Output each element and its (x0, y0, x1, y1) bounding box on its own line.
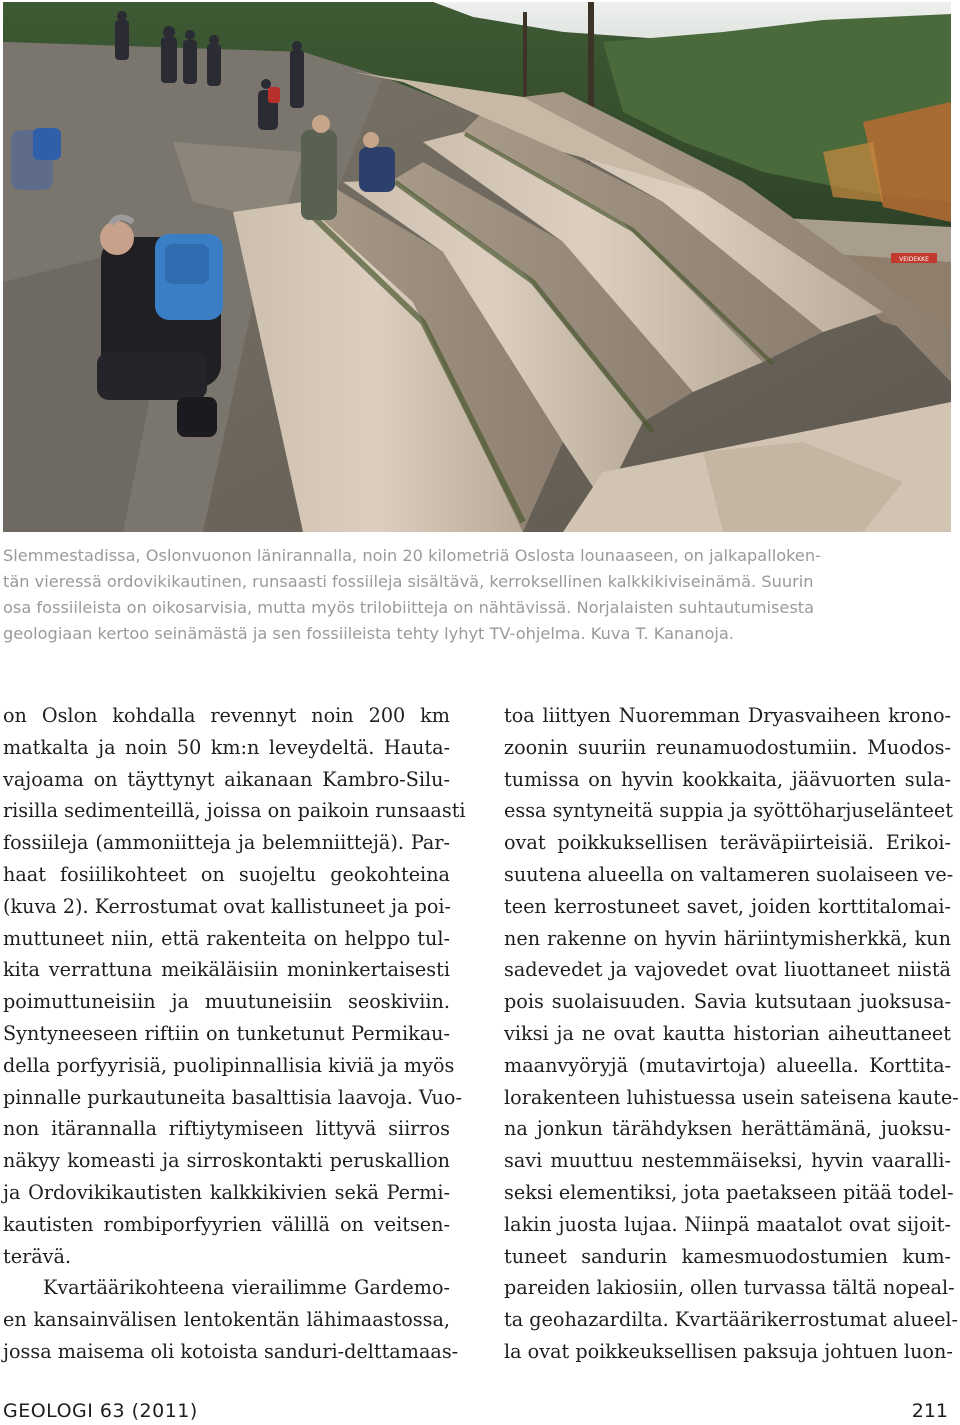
text-line: teen kerrostuneet savet, joiden korttitalomai- (504, 894, 951, 918)
text-line: terävä. (3, 1244, 72, 1268)
text-line: poimuttuneisiin ja muutuneisiin seoskiviin. (3, 990, 450, 1014)
text-line: muttuneet niin, että rakenteita on helppo tul- (3, 926, 450, 950)
text-line: pinnalle purkautuneita basalttisia laavoja. Vuo- (3, 1085, 462, 1109)
text-line: matkalta ja noin 50 km:n leveydeltä. Hauta- (3, 735, 450, 759)
photo-illustration (3, 2, 951, 532)
text-line: zoonin suuriin reunamuodostumiin. Muodos- (504, 735, 951, 759)
text-line: non itärannalla riftiytymiseen littyvä siirros (3, 1117, 450, 1141)
caption-line: geologiaan kertoo seinämästä ja sen fossiileista tehty lyhyt TV-ohjelma. Kuva T. Kananoja. (3, 624, 734, 643)
text-line: en kansainvälisen lentokentän lähimaastossa, (3, 1308, 450, 1332)
text-line: risilla sedimenteillä, joissa on paikoin runsaasti (3, 799, 466, 823)
text-line: kautisten rombiporfyyrien välillä on veitsen- (3, 1212, 450, 1236)
photo-limestone-outcrop (3, 2, 951, 532)
road-sign-text: VEIDEKKE (899, 256, 929, 263)
text-line: fossiileja (ammoniitteja ja belemniittejä). Par- (3, 831, 450, 855)
text-line: vajoama on täyttynyt aikanaan Kambro-Silu- (3, 767, 450, 791)
journal-footer: GEOLOGI 63 (2011) (3, 1400, 198, 1422)
text-line: lorakenteen luhistuessa usein sateisena kaute- (504, 1085, 959, 1109)
text-line: suutena alueella on valtameren suolaiseen ve- (504, 862, 954, 886)
text-line: lakin juosta lujaa. Niinpä maatalot ovat sijoit- (504, 1212, 951, 1236)
caption-line: tän vieressä ordovikikautinen, runsaasti fossiileja sisältävä, kerroksellinen kalkkikiviseinämä. Suurin (3, 572, 814, 591)
text-line: ta geohazardilta. Kvartäärikerrostumat alueel- (504, 1308, 959, 1332)
text-line: Syntyneeseen riftiin on tunketunut Permikau- (3, 1021, 450, 1045)
text-line: kita verrattuna meikäläisiin moninkertaisesti (3, 958, 450, 982)
text-line: toa liittyen Nuoremman Dryasvaiheen krono- (504, 704, 951, 727)
text-line: (kuva 2). Kerrostumat ovat kallistuneet ja poi- (3, 894, 452, 918)
body-column-left (3, 700, 466, 1368)
page-number: 211 (911, 1400, 948, 1422)
caption-line: Slemmestadissa, Oslonvuonon länirannalla, noin 20 kilometriä Oslosta lounaaseen, on jalkapalloken- (3, 546, 821, 565)
text-line: della porfyyrisiä, puolipinnallisia kiviä ja myös (3, 1053, 455, 1077)
body-column-right (504, 700, 959, 1368)
paragraph-first-line: Kvartäärikohteena vierailimme Gardemo- (43, 1276, 450, 1300)
text-line: essa syntyneitä suppia ja syöttöharjuselänteet (504, 799, 953, 823)
text-line: na jonkun tärähdyksen herättämänä, juoksu- (504, 1117, 951, 1141)
text-line: tumissa on hyvin kookkaita, jäävuorten sula- (504, 767, 951, 791)
text-line: pois suolaisuuden. Savia kutsutaan juoksusa- (504, 990, 951, 1014)
text-line: maanvyöryjä (mutavirtoja) alueella. Korttita- (504, 1053, 951, 1077)
photo-caption (3, 543, 943, 647)
caption-line: osa fossiileista on oikosarvisia, mutta myös trilobiitteja on nähtävissä. Norjalaisten suhtautumisesta (3, 598, 815, 617)
text-line: nen rakenne on hyvin häriintymisherkkä, kun (504, 926, 951, 950)
text-line: on Oslon kohdalla revennyt noin 200 km (3, 704, 450, 727)
text-line: la ovat poikkeuksellisen paksuja johtuen luon- (504, 1339, 953, 1363)
text-line: ovat poikkuksellisen teräväpiirteisiä. Erikoi- (504, 831, 951, 855)
text-line: sadevedet ja vajovedet ovat liuottaneet niistä (504, 958, 951, 982)
text-line: viksi ja ne ovat kautta historian aiheuttaneet (504, 1021, 951, 1045)
text-line: näkyy komeasti ja sirroskontakti peruskallion (3, 1149, 450, 1173)
text-line: savi muuttuu nestemmäiseksi, hyvin vaaralli- (504, 1149, 951, 1173)
text-line: pareiden lakiosiin, ollen turvassa tältä nopeal- (504, 1276, 955, 1300)
text-line: haat fosiilikohteet on suojeltu geokohteina (3, 862, 450, 886)
text-line: ja Ordovikikautisten kalkkikivien sekä Permi- (3, 1180, 450, 1204)
text-line: seksi elementiksi, jota paetakseen pitää todel- (504, 1180, 954, 1204)
text-line: jossa maisema oli kotoista sanduri-delttamaas- (3, 1339, 459, 1363)
text-line: tuneet sandurin kamesmuodostumien kum- (504, 1244, 951, 1268)
